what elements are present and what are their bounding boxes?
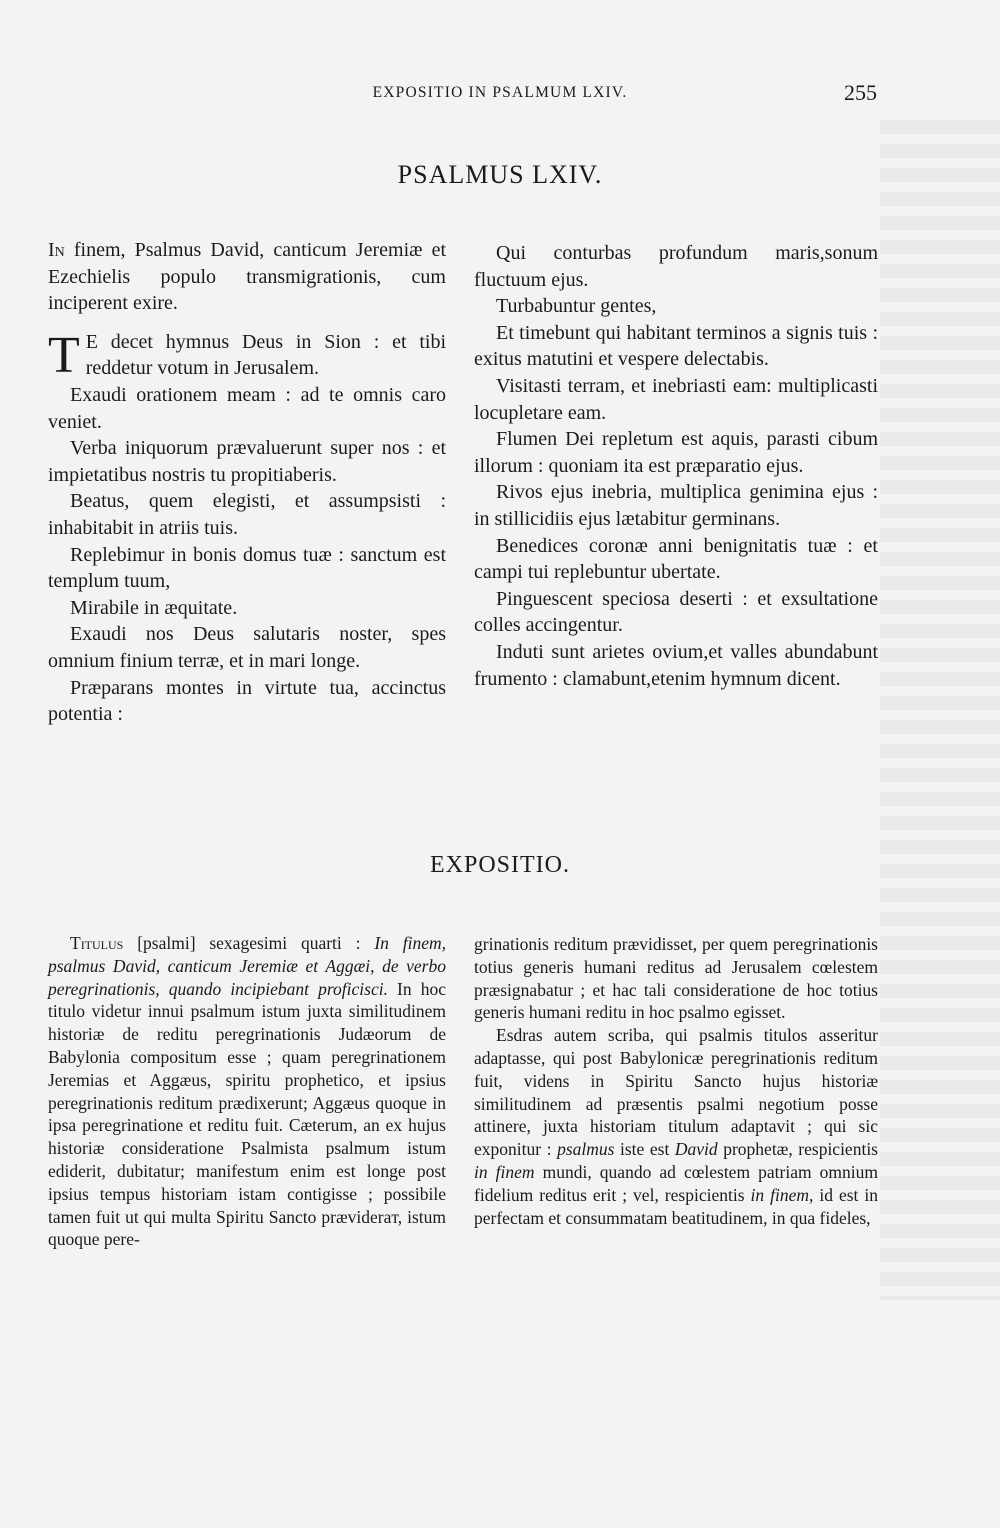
psalm-title: PSALMUS LXIV. bbox=[397, 160, 603, 189]
verse: Exaudi nos Deus salutaris noster, spes omnium finium terræ, et in mari longe. bbox=[48, 623, 446, 672]
verse: Rivos ejus inebria, multiplica genimina ejus : in stillicidiis ejus lætabitur germinans. bbox=[474, 481, 878, 530]
right-verse-column bbox=[474, 240, 878, 692]
commentary-text: [psalmi] sexagesimi quarti : bbox=[123, 933, 375, 953]
show-through-shadow bbox=[880, 120, 1000, 1300]
spacer bbox=[48, 317, 446, 329]
verse: Flumen Dei repletum est aquis, parasti cibum illorum : quoniam ita est præparatio ejus. bbox=[474, 428, 878, 477]
verse: Qui conturbas profundum maris,sonum fluctuum ejus. bbox=[474, 242, 878, 291]
commentary-text: id est in perfectam et consummatam beatitudinem, in qua fideles, bbox=[474, 1184, 878, 1228]
expositio-heading: EXPOSITIO. bbox=[430, 852, 570, 878]
titulus-word: Titulus bbox=[70, 933, 124, 953]
first-verse-text: E decet hymnus Deus in Sion : et tibi reddetur votum in Jerusalem. bbox=[85, 330, 446, 380]
verse: Et timebunt qui habitant terminos a signis tuis : exitus matutini et vespere delectabis. bbox=[474, 321, 878, 371]
left-verse-column bbox=[48, 237, 446, 728]
page-number: 255 bbox=[844, 80, 877, 105]
verse: Replebimur in bonis domus tuæ : sanctum est templum tuum, bbox=[48, 543, 446, 593]
superscription-initial: In bbox=[48, 239, 65, 261]
verse: Exaudi orationem meam : ad te omnis caro veniet. bbox=[48, 383, 446, 433]
commentary-text: Esdras autem scriba, qui psalmis titulos asseritur adaptasse, qui post Babylonicæ peregrinationis reditum fuit, videns in Spiritu Sancto hujus historiæ similitudinem ad præsentis psalmi negotium posse attinere, juxta historiam titulum adaptavit ; qui sic exponitur : bbox=[474, 1025, 878, 1160]
commentary-text: iste est bbox=[614, 1139, 675, 1160]
commentary-paragraph bbox=[48, 932, 446, 1251]
running-title: EXPOSITIO IN PSALMUM LXIV. bbox=[372, 84, 628, 101]
verse: Mirabile in æquitate. bbox=[70, 596, 238, 619]
drop-cap: T bbox=[48, 326, 80, 384]
right-commentary-column bbox=[474, 933, 878, 1229]
commentary-text: In hoc titulo videtur innui psalmum istum juxta similitudinem historiæ de reditu peregrinationis Judæorum de Babylonia compositum esse ; quam peregrinationem Jeremias et Aggæus, spiritu prophetico, et ipsius peregrinationis reditum prædixerunt; Aggæus quoque in ipsa peregrinatione et reditu fuit. Cæterum, an ex hujus historiæ consideratione Psalmista psalmum istum ediderit, dubitatur; manifestum enim est longe post ipsius tempus historiam istam contigisse ; possibile tamen fuit ut qui multa Spiritu Sancto prævideraт, istum quoque pere- bbox=[48, 978, 446, 1250]
italic-word: David bbox=[674, 1139, 718, 1160]
verse: Turbabuntur gentes, bbox=[496, 295, 657, 318]
commentary-paragraph bbox=[474, 1024, 878, 1229]
italic-word: in finem bbox=[474, 1161, 535, 1182]
italic-title-quote: In finem, psalmus David, canticum Jeremiæ et Aggæi, de verbo peregrinationis, quando incipiebant proficisci. bbox=[48, 933, 446, 999]
verse: Pinguescent speciosa deserti : et exsultatione colles accingentur. bbox=[474, 587, 878, 637]
left-commentary-column bbox=[48, 932, 446, 1251]
commentary-text: prophetæ, respicientis bbox=[717, 1139, 878, 1160]
commentary-text: mundi, quando ad cœlestem patriam omnium fidelium reditus erit ; vel, respicientis bbox=[474, 1161, 878, 1205]
first-verse bbox=[48, 326, 446, 384]
running-head bbox=[0, 80, 1000, 108]
verse: Præparans montes in virtute tua, accinctus potentia : bbox=[48, 676, 446, 726]
verse: Beatus, quem elegisti, et assumpsisti : inhabitabit in atriis tuis. bbox=[48, 490, 446, 539]
italic-word: psalmus bbox=[557, 1139, 615, 1160]
psalm-superscription bbox=[48, 237, 446, 317]
italic-word: in finem, bbox=[750, 1184, 814, 1205]
verse: Verba iniquorum prævaluerunt super nos : et impietatibus nostris tu propitiaberis. bbox=[48, 437, 446, 486]
superscription-text: finem, Psalmus David, canticum Jeremiæ et Ezechielis populo transmigrationis, cum inciperent exire. bbox=[48, 239, 446, 315]
verse: Benedices coronæ anni benignitatis tuæ : et campi tui replebuntur ubertate. bbox=[474, 534, 878, 584]
commentary-paragraph: grinationis reditum prævidisset, per quem peregrinationis totius generis humani reditus ad Jerusalem cœlestem præsignabatur ; et hac tali consideratione de hoc totius generis humani reditu in hoc psalmo egisset. bbox=[474, 934, 878, 1023]
verse: Visitasti terram, et inebriasti eam: multiplicasti locupletare eam. bbox=[474, 374, 878, 424]
verse: Induti sunt arietes ovium,et valles abundabunt frumento : clamabunt,etenim hymnum dicent. bbox=[474, 640, 878, 690]
